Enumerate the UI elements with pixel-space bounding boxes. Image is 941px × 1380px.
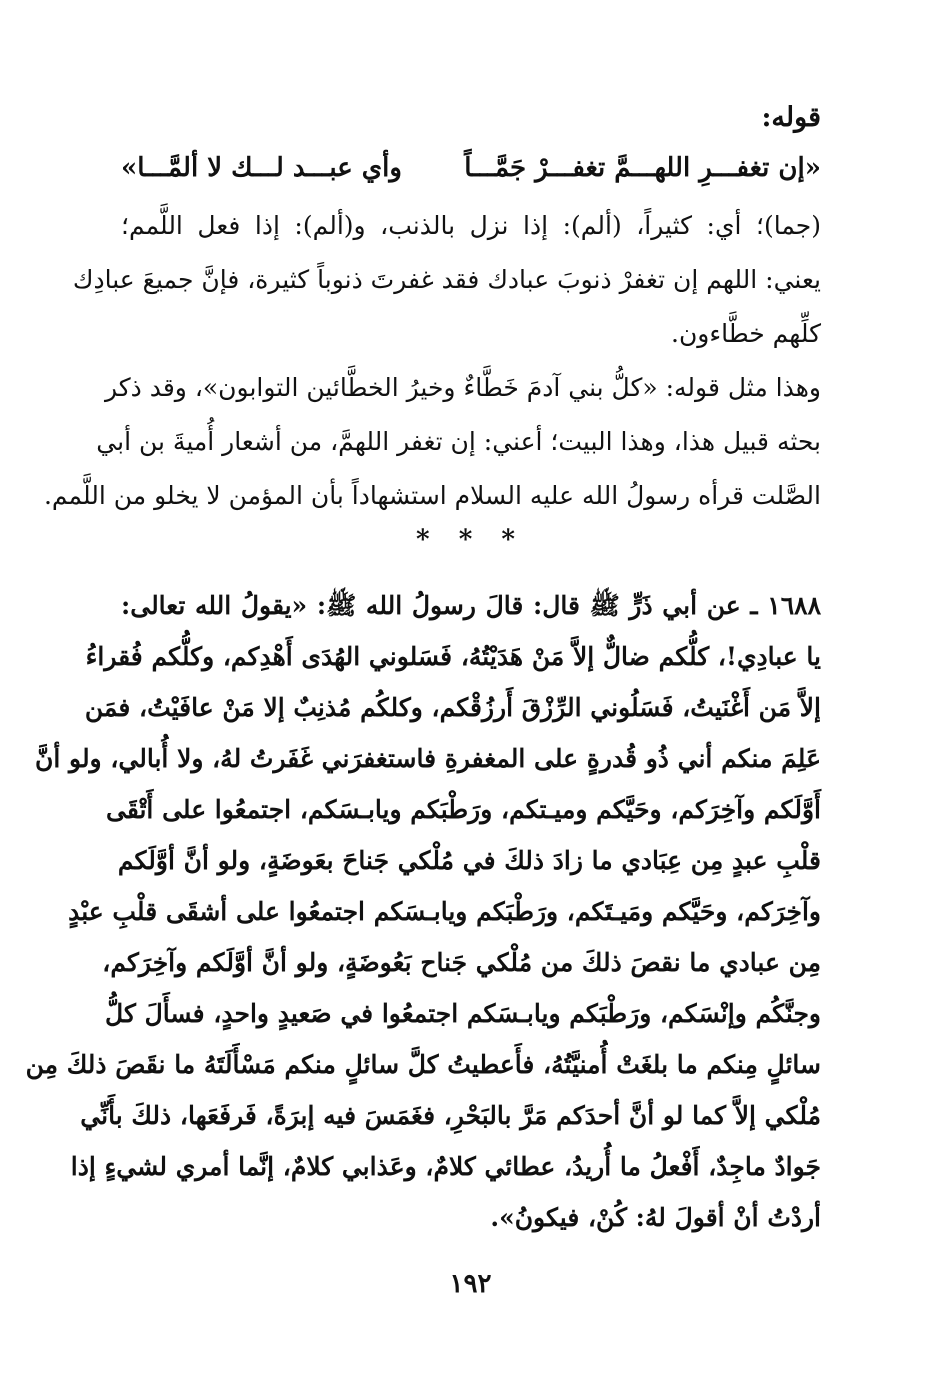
- hadith-line: أَوَّلَكم وآخِرَكم، وحَيَّكم وميـتكم، ورَطْبَكم ويابـسَكم، اجتمعُوا على أَتْقَى: [105, 795, 821, 824]
- hadith-line: قلْبِ عبدٍ مِن عِبَادي ما زادَ ذلكَ في مُلْكي جَناحَ بعَوضَةٍ، ولو أنَّ أوَّلَكم: [117, 846, 821, 875]
- hadith-line: وآخِرَكم، وحَيَّكم ومَيـتَكم، ورَطْبَكم ويابـسَكم اجتمعُوا على أشقَى قلْبِ عبْدٍ: [68, 897, 821, 926]
- verse-second-hemistich: وأي عبـــد لـــك لا ألمَّـــا»: [121, 153, 402, 183]
- section-separator: * * *: [416, 525, 525, 555]
- note-line: الصَّلت قرأه رسولُ الله عليه السلام استشهاداً بأن المؤمن لا يخلو من اللَّمم.: [43, 481, 821, 510]
- hadith-line: ١٦٨٨ ـ عن أبي ذَرٍّ ﷺ قال: قالَ رسولُ الله ﷺ: «يقولُ الله تعالى:: [121, 591, 821, 620]
- verse-first-hemistich: «إن تغفـــرِ اللهـــمَّ تغفـــرْ جَمَّـــاً: [464, 153, 821, 183]
- section-heading: قوله:: [761, 102, 821, 133]
- hadith-line: مُلْكي إلاَّ كما لو أنَّ أحدَكم مَرَّ بالبَحْرِ، فغَمَسَ فيه إبرَةً، فَرفَعَها، ذلكَ بأَنِّي: [80, 1101, 821, 1130]
- hadith-line: جَوادٌ ماجِدٌ، أَفْعلُ ما أُريدُ، عطائي كلامٌ، وعَذابي كلامٌ، إنَّما أمري لشيءٍ إذا: [70, 1152, 821, 1181]
- hadith-line: يا عبادِي!، كلُّكم ضالٌّ إلاَّ مَنْ هَدَيْتُهُ، فَسَلوني الهُدَى أَهْدِكم، وكلُّكم فُقراءُ: [85, 642, 821, 671]
- commentary-line: كلِّهم خطَّاءون.: [671, 319, 821, 348]
- note-line: وهذا مثل قوله: «كلُّ بني آدمَ خَطَّاءٌ وخيرُ الخطَّائين التوابون»، وقد ذكر: [104, 373, 821, 402]
- page-number: ١٩٢: [449, 1269, 492, 1299]
- hadith-line: عَلِمَ منكم أني ذُو قُدرةٍ على المغفرةِ فاستغفرَني غَفَرتُ لهُ، ولا أُبالي، ولو أنَّ: [35, 744, 821, 773]
- commentary-line: (جما)؛ أي: كثيراً، (ألم): إذا نزل بالذنب، و(ألم): إذا فعل اللَّمم؛: [121, 211, 821, 240]
- hadith-line: وجنَّكُم وإنْسَكم، ورَطْبَكم ويابـسَكم اجتمعُوا في صَعيدٍ واحدٍ، فسأَلَ كلُّ: [105, 999, 821, 1028]
- hadith-line: سائلٍ مِنكم ما بلغَتْ أُمنيَّتُهُ، فأَعطيتُ كلَّ سائلٍ منكم مَسْأَلَتَهُ ما نقَصَ ذلكَ مِن: [25, 1050, 821, 1079]
- note-line: بحثه قبيل هذا، وهذا البيت؛ أعني: إن تغفر اللهمَّ، من أشعار أُميةَ بن أبي: [96, 427, 821, 456]
- hadith-line: أردْتُ أنْ أقولَ لهُ: كُنْ، فيكونُ».: [490, 1203, 821, 1232]
- commentary-line: يعني: اللهم إن تغفرْ ذنوبَ عبادك فقد غفرتَ ذنوباً كثيرة، فإنَّ جميعَ عبادِك: [72, 265, 821, 294]
- hadith-line: مِن عبادي ما نقصَ ذلكَ من مُلْكي جَناح بَعُوضَةٍ، ولو أنَّ أوَّلَكم وآخِرَكم،: [102, 948, 821, 977]
- hadith-line: إلاَّ مَن أَغْنَيتُ، فَسَلُوني الرِّزْقَ أَرزُقْكم، وكلكُم مُذنِبٌ إلا مَنْ عافَيْتُ، فمَن: [84, 693, 821, 722]
